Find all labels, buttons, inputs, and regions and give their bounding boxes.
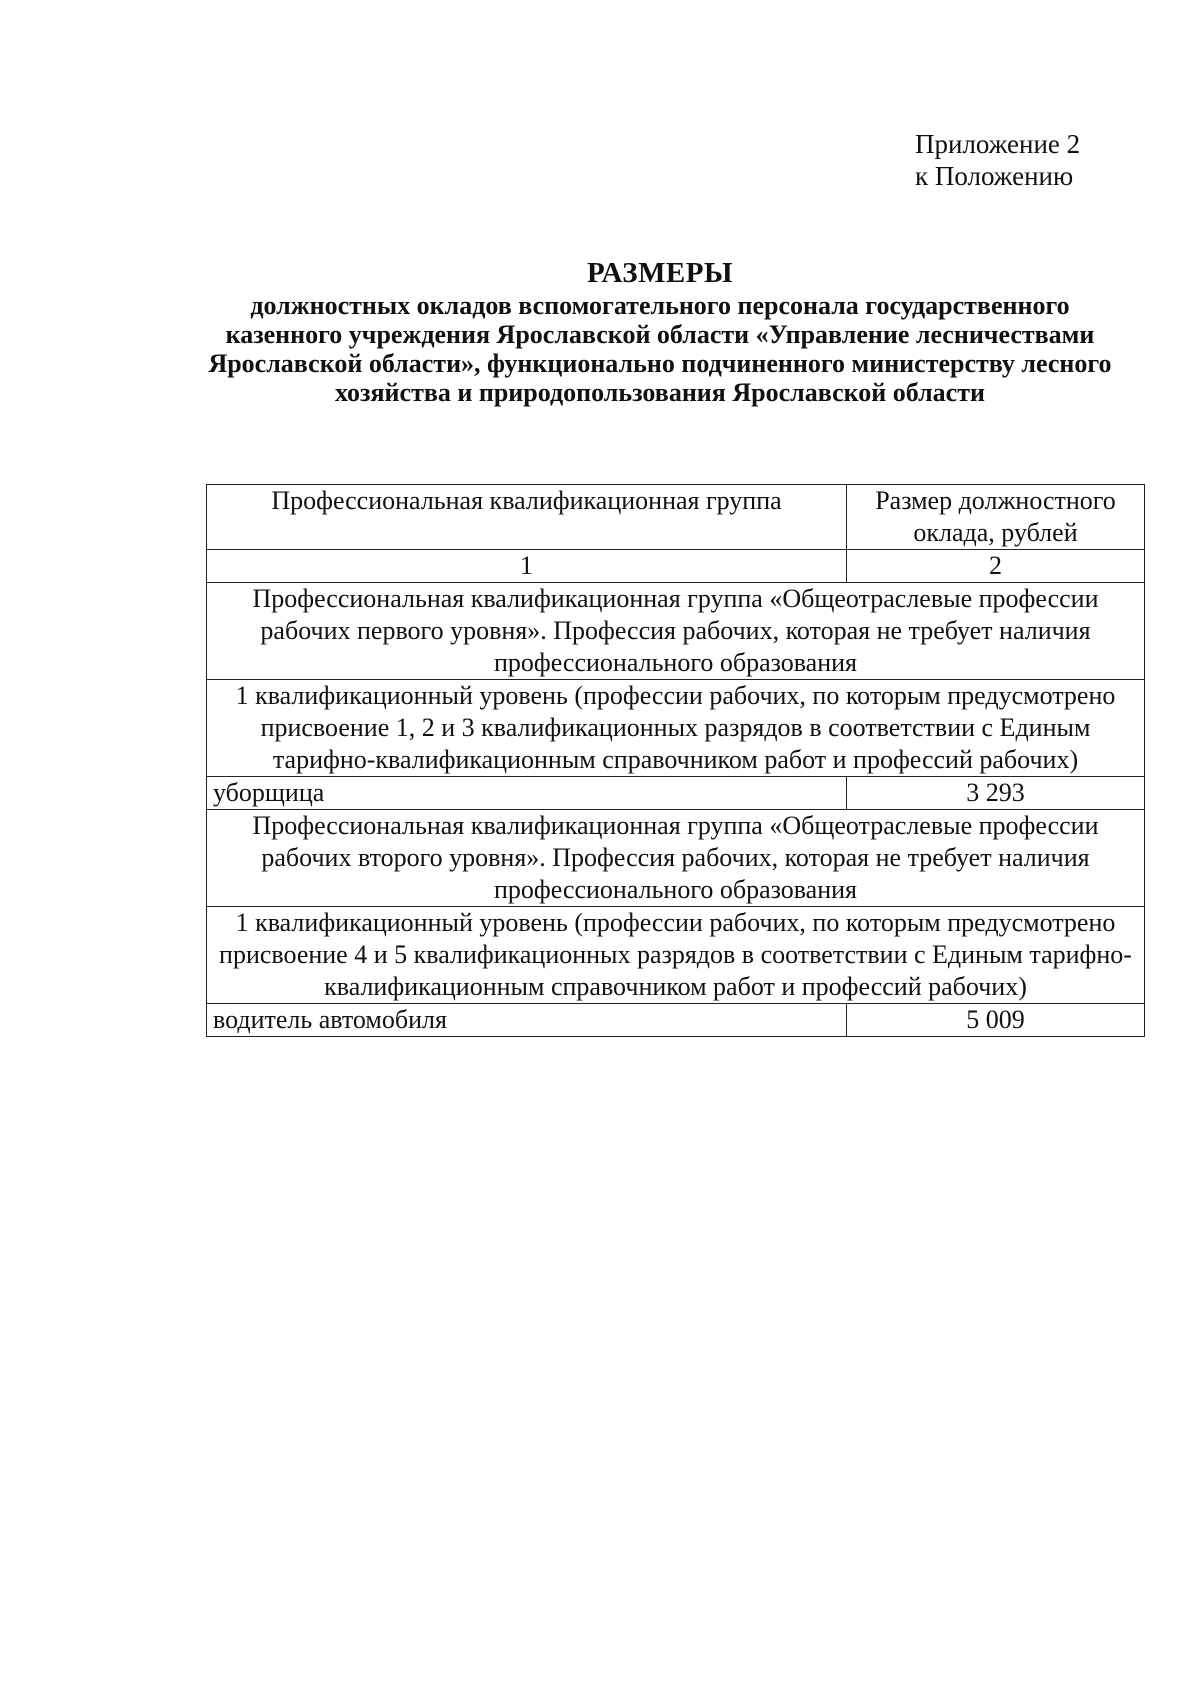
level-cell: 1 квалификационный уровень (профессии рабочих, по которым предусмотрено присвоение 4 и 5 квалификационных разрядов в соответствии с Единым тарифно-квалификационным справочником работ и профессий рабочих) [207,907,1145,1004]
table-header-row [207,485,1145,550]
header-cell-salary: Размер должностного оклада, рублей [847,485,1145,550]
salary-cell: 5 009 [847,1004,1145,1037]
appendix-line-1: Приложение 2 [915,129,1081,159]
group-cell: Профессиональная квалификационная группа «Общеотраслевые профессии рабочих второго уровня». Профессия рабочих, которая не требует наличия профессионального образования [207,810,1145,907]
group-cell: Профессиональная квалификационная группа «Общеотраслевые профессии рабочих первого уровня». Профессия рабочих, которая не требует наличия профессионального образования [207,583,1145,680]
position-name-cell: водитель автомобиля [207,1004,847,1037]
salary-cell: 3 293 [847,777,1145,810]
salary-table [206,484,1145,1037]
table-row [207,810,1145,907]
document-title: РАЗМЕРЫ [587,257,733,289]
document-subtitle: должностных окладов вспомогательного персонала государственного казенного учреждения Ярославской области «Управление лесничествами Ярославской области», функционально подчиненного министерству лесного хозяйства и природопользования Ярославской области [208,291,1112,407]
appendix-note [915,128,1080,192]
column-number-2: 2 [847,550,1145,583]
table-row [207,777,1145,810]
table-row [207,680,1145,777]
column-number-1: 1 [207,550,847,583]
table-row [207,1004,1145,1037]
header-cell-group: Профессиональная квалификационная группа [207,485,847,550]
appendix-line-2: к Положению [915,161,1074,191]
level-cell: 1 квалификационный уровень (профессии рабочих, по которым предусмотрено присвоение 1, 2 и 3 квалификационных разрядов в соответствии с Единым тарифно-квалификационным справочником работ и профессий рабочих) [207,680,1145,777]
position-name-cell: уборщица [207,777,847,810]
table-row [207,907,1145,1004]
table-row [207,583,1145,680]
column-number-row [207,550,1145,583]
title-block [200,255,1120,407]
